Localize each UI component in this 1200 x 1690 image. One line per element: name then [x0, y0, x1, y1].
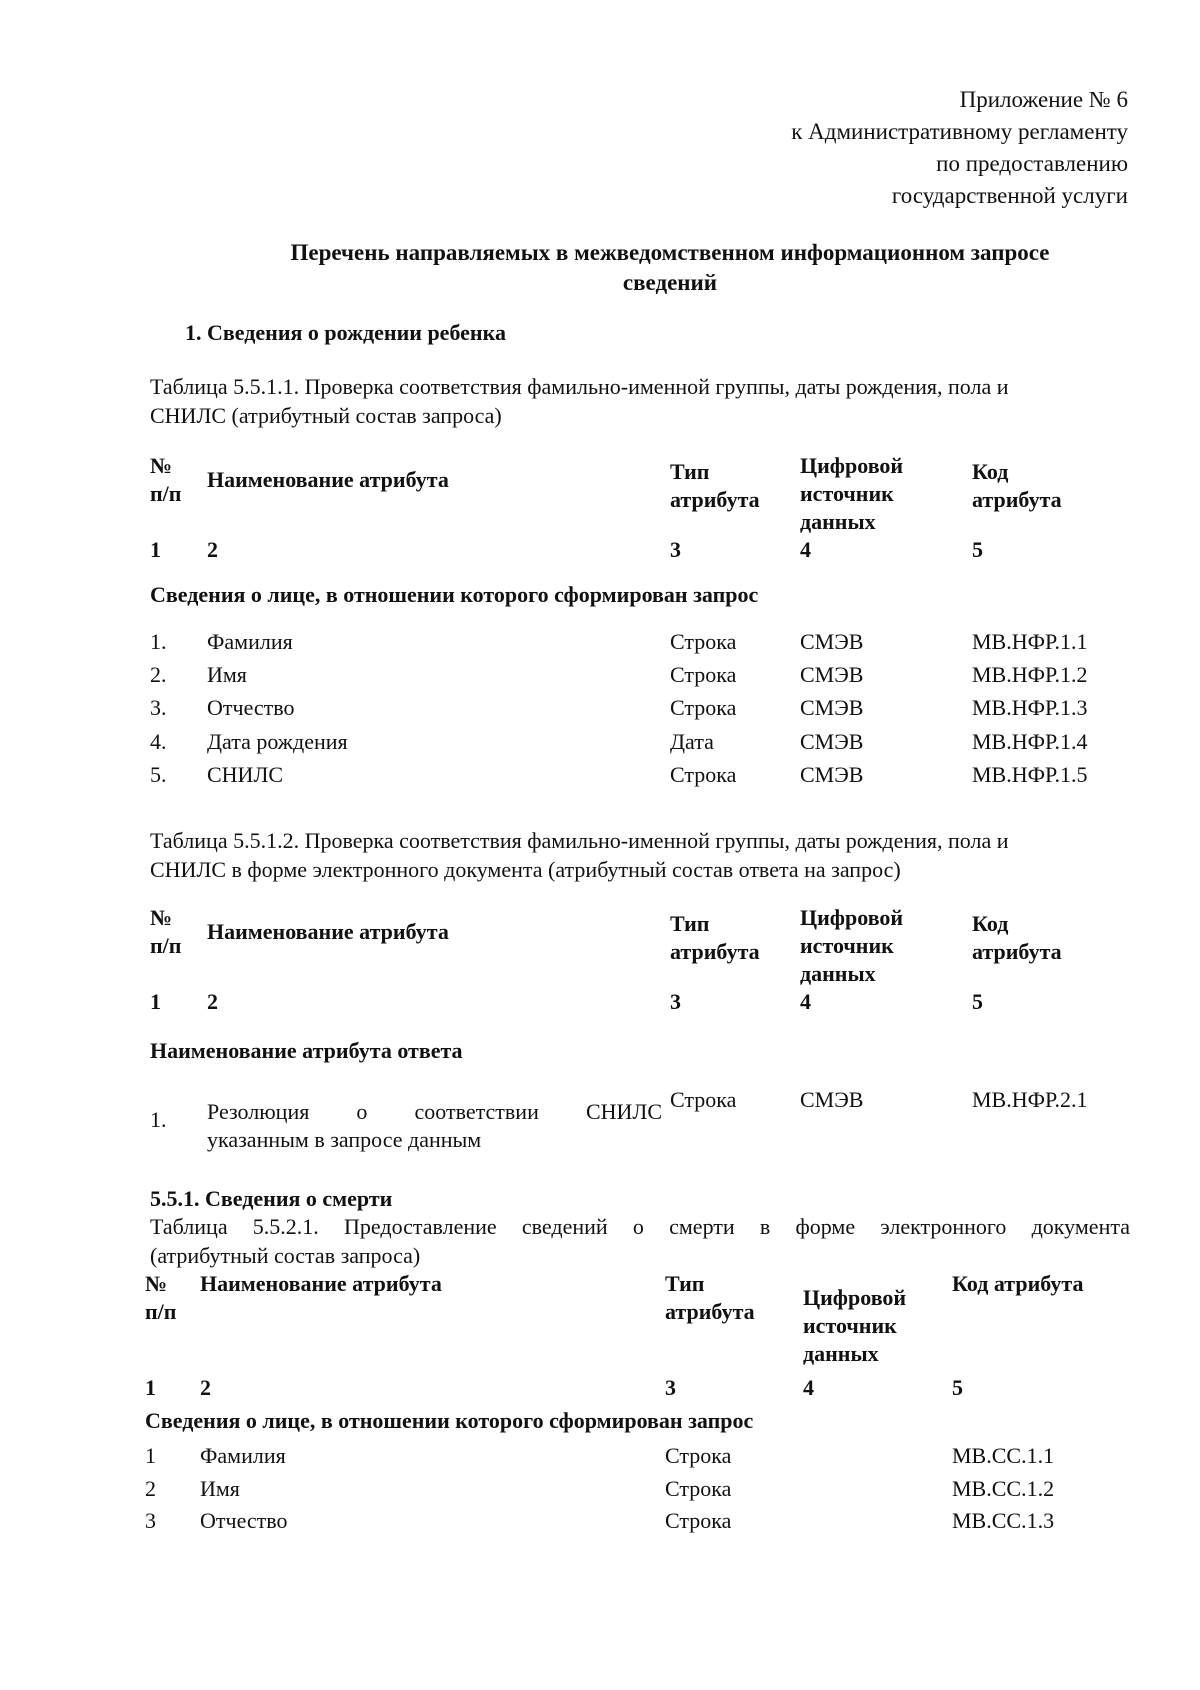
- appendix-line-2: к Административному регламенту: [791, 119, 1128, 144]
- data-source: СМЭВ: [800, 729, 864, 754]
- row-number: 1.: [150, 629, 167, 654]
- attribute-type: Строка: [670, 662, 737, 687]
- row-number: 5.: [150, 762, 167, 787]
- header-code: Код атрибута: [952, 1271, 1084, 1296]
- attribute-name: [207, 1098, 662, 1154]
- row-number: 2.: [150, 662, 167, 687]
- col-number: 4: [800, 989, 811, 1014]
- document-title: [230, 238, 1110, 298]
- appendix-header: [791, 84, 1128, 212]
- attribute-code: МВ.НФР.1.1: [972, 629, 1088, 654]
- attribute-code: МВ.НФР.1.2: [972, 662, 1088, 687]
- row-number: 1.: [150, 1107, 167, 1132]
- attribute-type: Строка: [665, 1476, 732, 1501]
- row-number: 1: [145, 1443, 156, 1468]
- attribute-code: МВ.НФР.1.4: [972, 729, 1088, 754]
- header-source: Цифровой источник данных: [800, 453, 904, 534]
- col-number: 5: [972, 537, 983, 562]
- attribute-type: Строка: [670, 695, 737, 720]
- attribute-code: МВ.СС.1.1: [952, 1443, 1055, 1468]
- table2-caption: [150, 826, 1130, 884]
- header-code: Код атрибута: [972, 459, 1062, 512]
- attribute-name: Имя: [200, 1476, 240, 1501]
- appendix-line-3: по предоставлению: [936, 151, 1128, 176]
- header-number: № п/п: [145, 1271, 177, 1324]
- col-number: 2: [200, 1375, 211, 1400]
- header-number: № п/п: [150, 453, 182, 506]
- attribute-name: Фамилия: [200, 1443, 286, 1468]
- header-source: Цифровой источник данных: [803, 1285, 907, 1366]
- attribute-code: МВ.НФР.1.5: [972, 762, 1088, 787]
- header-type: Тип атрибута: [665, 1271, 755, 1324]
- attribute-name-line-1: Резолюция о соответствии СНИЛС: [207, 1099, 662, 1124]
- data-source: СМЭВ: [800, 762, 864, 787]
- table1-caption-line-2: СНИЛС (атрибутный состав запроса): [150, 403, 502, 428]
- col-number: 3: [670, 989, 681, 1014]
- table1-caption: [150, 372, 1130, 430]
- header-type: Тип атрибута: [670, 911, 760, 964]
- table2-caption-line-1: Таблица 5.5.1.2. Проверка соответствия фамильно-именной группы, даты рождения, пола и: [150, 828, 1009, 853]
- attribute-code: МВ.СС.1.2: [952, 1476, 1055, 1501]
- table2-group-heading: Наименование атрибута ответа: [150, 1038, 463, 1063]
- attribute-name-line-2: указанным в запросе данным: [207, 1127, 482, 1152]
- row-number: 3: [145, 1508, 156, 1533]
- header-name: Наименование атрибута: [200, 1271, 442, 1296]
- data-source: СМЭВ: [800, 1087, 864, 1112]
- attribute-name: Отчество: [200, 1508, 288, 1533]
- col-number: 3: [670, 537, 681, 562]
- section-heading-birth: 1. Сведения о рождении ребенка: [185, 320, 506, 345]
- header-number: № п/п: [150, 905, 182, 958]
- header-source: Цифровой источник данных: [800, 905, 904, 986]
- attribute-type: Строка: [670, 629, 737, 654]
- title-line-2: сведений: [622, 270, 718, 295]
- attribute-type: Дата: [670, 729, 714, 754]
- col-number: 4: [803, 1375, 814, 1400]
- data-source: СМЭВ: [800, 629, 864, 654]
- data-source: СМЭВ: [800, 662, 864, 687]
- section-heading-death: 5.5.1. Сведения о смерти: [150, 1186, 393, 1211]
- col-number: 1: [145, 1375, 156, 1400]
- table3-caption: [150, 1212, 1130, 1270]
- table3-caption-line-2: (атрибутный состав запроса): [150, 1243, 421, 1268]
- attribute-code: МВ.НФР.2.1: [972, 1087, 1088, 1112]
- row-number: 2: [145, 1476, 156, 1501]
- attribute-name: Имя: [207, 662, 247, 687]
- attribute-code: МВ.НФР.1.3: [972, 695, 1088, 720]
- attribute-type: Строка: [665, 1508, 732, 1533]
- col-number: 3: [665, 1375, 676, 1400]
- row-number: 4.: [150, 729, 167, 754]
- col-number: 5: [972, 989, 983, 1014]
- attribute-name: Фамилия: [207, 629, 293, 654]
- col-number: 5: [952, 1375, 963, 1400]
- attribute-name: СНИЛС: [207, 762, 284, 787]
- table3-group-heading: Сведения о лице, в отношении которого сформирован запрос: [145, 1408, 754, 1433]
- header-name: Наименование атрибута: [207, 919, 449, 944]
- title-line-1: Перечень направляемых в межведомственном информационном запросе: [290, 240, 1050, 265]
- col-number: 4: [800, 537, 811, 562]
- table3-caption-line-1: Таблица 5.5.2.1. Предоставление сведений о смерти в форме электронного документа: [150, 1214, 1130, 1239]
- col-number: 2: [207, 537, 218, 562]
- header-code: Код атрибута: [972, 911, 1062, 964]
- header-name: Наименование атрибута: [207, 467, 449, 492]
- appendix-line-4: государственной услуги: [891, 183, 1128, 208]
- table1-caption-line-1: Таблица 5.5.1.1. Проверка соответствия фамильно-именной группы, даты рождения, пола и: [150, 374, 1009, 399]
- appendix-line-1: Приложение № 6: [959, 87, 1128, 112]
- header-type: Тип атрибута: [670, 459, 760, 512]
- attribute-name: Отчество: [207, 695, 295, 720]
- row-number: 3.: [150, 695, 167, 720]
- attribute-name: Дата рождения: [207, 729, 348, 754]
- col-number: 1: [150, 537, 161, 562]
- col-number: 2: [207, 989, 218, 1014]
- data-source: СМЭВ: [800, 695, 864, 720]
- table1-group-heading: Сведения о лице, в отношении которого сформирован запрос: [150, 582, 759, 607]
- attribute-type: Строка: [670, 1087, 737, 1112]
- attribute-type: Строка: [670, 762, 737, 787]
- table2-caption-line-2: СНИЛС в форме электронного документа (атрибутный состав ответа на запрос): [150, 857, 901, 882]
- attribute-type: Строка: [665, 1443, 732, 1468]
- col-number: 1: [150, 989, 161, 1014]
- attribute-code: МВ.СС.1.3: [952, 1508, 1055, 1533]
